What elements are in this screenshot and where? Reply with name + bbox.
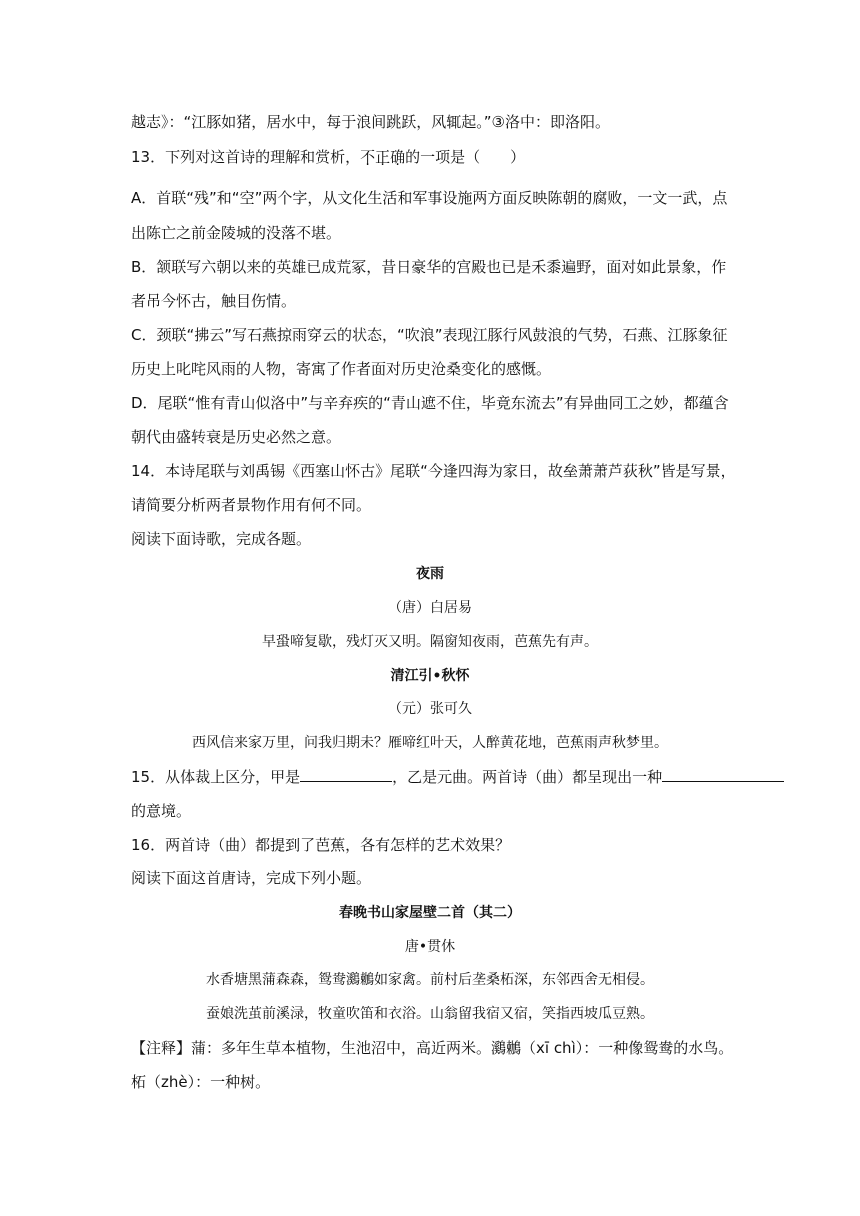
question-14-line1: 14．本诗尾联与刘禹锡《西塞山怀古》尾联“今逢四海为家日，故垒萧萧芦荻秋”皆是写景， — [131, 462, 736, 480]
poem2-author: （元）张可久 — [388, 701, 472, 717]
emphasis-char: 不 — [360, 148, 376, 166]
option-d-line2: 朝代由盛转衰是历史必然之意。 — [131, 428, 342, 446]
poem3-line2: 蚕娘洗茧前溪渌，牧童吹笛和衣浴。山翁留我宿又宿，笑指西坡瓜豆熟。 — [206, 1006, 654, 1022]
option-c-line1: C．颈联“拂云”写石燕掠雨穿云的状态，“吹浪”表现江豚行风鼓浪的气势，石燕、江豚象征 — [131, 326, 728, 344]
q13-prefix: 13．下列对这首诗的理解和赏析， — [131, 148, 361, 166]
poem3-line1: 水香塘黑蒲森森，鸳鸯鸂鶒如家禽。前村后垄桑柘深，东邻西舍无相侵。 — [206, 972, 654, 988]
note-continuation: 越志》：“江豚如猪，居水中，每于浪间跳跃，风辄起。”③洛中：即洛阳。 — [131, 113, 610, 131]
poem3-author: 唐•贯休 — [404, 939, 456, 955]
option-c-line2: 历史上叱咤风雨的人物，寄寓了作者面对历史沧桑变化的感慨。 — [131, 360, 552, 378]
emphasis-char: 正 — [375, 148, 391, 166]
option-b-line2: 者吊今怀古，触目伤情。 — [131, 292, 297, 310]
poem1-title: 夜雨 — [416, 566, 444, 582]
q15-part-a: 15．从体裁上区分，甲是 — [131, 768, 301, 786]
question-15-line1 — [131, 766, 731, 788]
option-a-line2: 出陈亡之前金陵城的没落不堪。 — [131, 224, 342, 242]
poem1-author: （唐）白居易 — [388, 600, 472, 616]
q13-suffix: 的一项是（ ） — [405, 148, 526, 166]
question-16: 16．两首诗（曲）都提到了芭蕉，各有怎样的艺术效果？ — [131, 836, 511, 854]
poem1-text: 早蛩啼复歇，残灯灭又明。隔窗知夜雨，芭蕉先有声。 — [262, 634, 598, 650]
emphasis-char: 确 — [390, 148, 406, 166]
poem2-text: 西风信来家万里，问我归期未？雁啼红叶天，人醉黄花地，芭蕉雨声秋梦里。 — [192, 735, 668, 751]
option-d-line1: D．尾联“惟有青山似洛中”与辛弃疾的“青山遮不住，毕竟东流去”有异曲同工之妙，都蕴含 — [131, 394, 729, 412]
q15-part-b: ，乙是元曲。两首诗（曲）都呈现出一种 — [392, 768, 663, 786]
answer-blank[interactable] — [662, 767, 784, 782]
reading-instruction-2: 阅读下面这首唐诗，完成下列小题。 — [131, 869, 372, 887]
poem3-title: 春晚书山家屋壁二首（其二） — [339, 905, 521, 921]
option-a-line1: A．首联“残”和“空”两个字，从文化生活和军事设施两方面反映陈朝的腐败，一文一武，点 — [131, 189, 728, 207]
reading-instruction-1: 阅读下面诗歌，完成各题。 — [131, 530, 312, 548]
annotation-line1: 【注释】蒲：多年生草本植物，生池沼中，高近两米。鸂鶒（xī chì）：一种像鸳鸯的水鸟。 — [131, 1039, 734, 1057]
question-13 — [131, 146, 731, 168]
question-14-line2: 请简要分析两者景物作用有何不同。 — [131, 496, 372, 514]
poem2-title: 清江引•秋怀 — [390, 668, 470, 684]
question-15-line2: 的意境。 — [131, 802, 192, 820]
answer-blank[interactable] — [300, 767, 392, 782]
annotation-line2: 柘（zhè）：一种树。 — [131, 1073, 271, 1091]
option-b-line1: B．颔联写六朝以来的英雄已成荒冢，昔日豪华的宫殿也已是禾黍遍野，面对如此景象，作 — [131, 258, 727, 276]
